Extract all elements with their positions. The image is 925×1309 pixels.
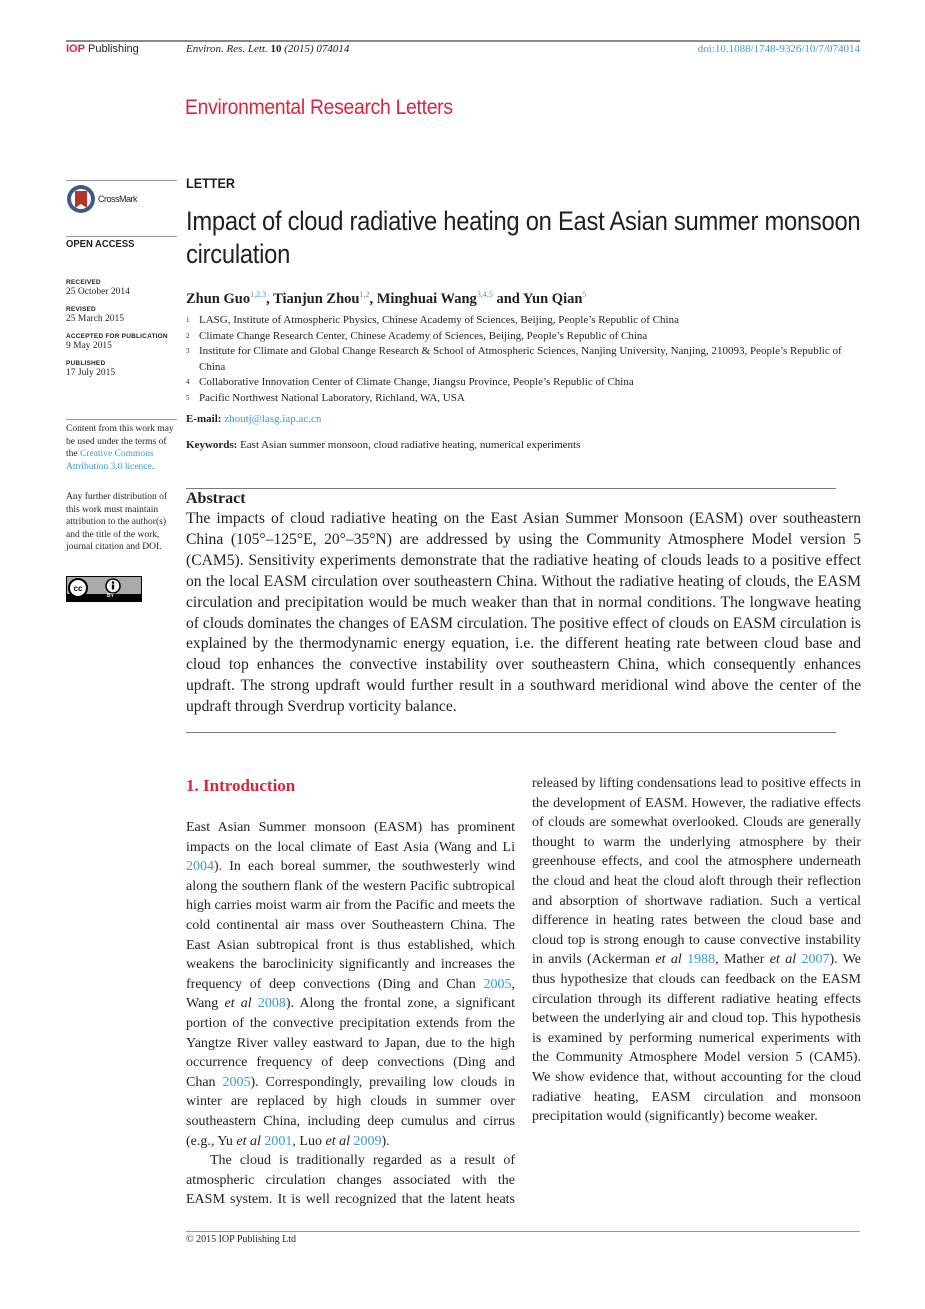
iop-publishing-logo: IOP Publishing: [66, 43, 139, 55]
distribution-note: Any further distribution of this work must maintain attribution to the author(s) and the title of the work, journal citation and DOI.: [66, 492, 168, 552]
sidebar-rule: [66, 180, 177, 181]
copyright: © 2015 IOP Publishing Ltd: [186, 1234, 297, 1245]
reference-link[interactable]: 2007: [801, 952, 830, 968]
header-rule: [66, 40, 860, 42]
text-segment: ).: [381, 1133, 390, 1149]
text-segment: East Asian Summer monsoon (EASM) has prominent impacts on the local climate of East Asia (Wang and Li: [186, 820, 515, 855]
text-segment: , Wang: [186, 976, 515, 1012]
crossmark-button[interactable]: [66, 184, 137, 214]
abstract-top-rule: [186, 488, 836, 489]
author[interactable]: Tianjun Zhou$^{1,2}$: [273, 290, 370, 307]
italic-text: et al: [224, 996, 252, 1012]
running-header: [66, 43, 860, 55]
cc-by-badge[interactable]: cc BY: [66, 576, 142, 602]
text-segment: ). Correspondingly, prevailing low clouds in winter are replaced by high clouds in summer over southeastern China, including deep cumulus and cirrus (e.g., Yu: [186, 1074, 515, 1149]
italic-text: et al: [325, 1133, 350, 1149]
publication-dates: [66, 270, 177, 378]
author-list: Zhun Guo$^{1,2,3}$, Tianjun Zhou$^{1,2}$, Minghuai Wang$^{3,4,5}$ and Yun Qian$^5$: [186, 290, 587, 307]
crossmark-label: CrossMark: [98, 194, 138, 204]
introduction-section: [186, 774, 861, 1214]
author[interactable]: Minghuai Wang$^{3,4,5}$: [376, 290, 493, 307]
article-title: Impact of cloud radiative heating on East Asian summer monsoon circulation: [186, 206, 861, 269]
sidebar-rule: [66, 419, 177, 420]
text-segment: , Mather: [715, 952, 770, 968]
crossmark-icon: [66, 184, 96, 214]
reference-link[interactable]: 2005: [483, 976, 512, 992]
text-segment: ). In each boreal summer, the southwesterly wind along the southern flank of the western Pacific subtropical high carries moist warm air from the Pacific and meets the cold continental air mass over Southeastern China. The East Asian subtropical front is thus established, which weakens the baroclinicity significantly and increases the frequency of deep convections (Ding and Chan: [186, 859, 515, 992]
italic-text: et al: [655, 952, 682, 968]
affiliation: 1 LASG, Institute of Atmospheric Physics, Chinese Academy of Sciences, Beijing, People’s Republic of China: [186, 314, 679, 326]
text-segment: ). We thus hypothesize that clouds can feedback on the EASM circulation through its different radiative heating effects between the underlying air and cloud top. This hypothesis is examined by performing numerical experiments with the Community Atmosphere Model version 5 (CAM5). We show evidence that, without accounting for the cloud radiative heating, EASM circulation and monsoon precipitation would (significantly) become weaker.: [532, 952, 862, 1125]
article-type: LETTER: [186, 175, 236, 191]
italic-text: et al: [236, 1133, 261, 1149]
reference-link[interactable]: 2005: [222, 1074, 251, 1090]
date-published: PUBLISHED 17 July 2015: [66, 360, 116, 378]
open-access-label: OPEN ACCESS: [66, 238, 135, 250]
author[interactable]: Yun Qian$^5$: [522, 290, 587, 307]
email-line: E-mail: zhoutj@lasg.iap.ac.cn: [186, 413, 322, 425]
keywords-line: Keywords: East Asian summer monsoon, cloud radiative heating, numerical experiments: [186, 439, 581, 451]
section-heading: 1. Introduction: [186, 776, 296, 795]
svg-text:cc: cc: [73, 584, 83, 593]
text-segment: ). Along the frontal zone, a significant portion of the convective precipitation extends from the Yangtze River valley eastward to Japan, due to the high occurrence frequency of deep convections (Ding and Chan: [186, 996, 516, 1090]
abstract: [186, 490, 861, 718]
reference-link[interactable]: 2001: [264, 1133, 293, 1149]
date-revised: REVISED 25 March 2015: [66, 306, 125, 324]
doi-link[interactable]: doi:10.1088/1748-9326/10/7/074014: [697, 43, 860, 55]
cc-by-icon: [67, 577, 141, 601]
affiliations: [186, 313, 846, 406]
reference-link[interactable]: 2004: [186, 859, 214, 875]
reference-link[interactable]: 2009: [353, 1133, 382, 1149]
sidebar-rule: [66, 236, 177, 237]
paragraph: [186, 818, 515, 1151]
abstract-text: The impacts of cloud radiative heating on the East Asian Summer Monsoon (EASM) over southeastern China (105°–125°E, 20°–35°N) are addressed by using the Community Atmosphere Model version 5 (CAM5). Sensitivity experiments demonstrate that the radiative heating of clouds leads to a positive effect on the local EASM circulation over southeastern China. Without the radiative heating of clouds, the EASM circulation and precipitation would be much weaker than that in normal conditions. The longwave heating of clouds dominates the changes of EASM circulation. The positive effect of clouds on EASM circulation is explained by the thermodynamic energy equation, i.e. the different heating rate between cloud base and cloud top enhances the convective instability over southeastern China, which consequently enhances updraft. The strong updraft would further result in a southward meridional wind above the center of the updraft through Sverdrup vorticity balance.: [186, 510, 861, 716]
abstract-heading: Abstract: [186, 490, 246, 507]
affiliation: 5 Pacific Northwest National Laboratory, Richland, WA, USA: [186, 391, 465, 404]
reference-link[interactable]: 2008: [257, 996, 286, 1012]
affiliation: 2 Climate Change Research Center, Chinese Academy of Sciences, Beijing, People’s Republic of China: [186, 329, 648, 342]
cc-license-link[interactable]: Creative Commons Attribution 3.0 licence: [66, 449, 154, 472]
affiliation: 3 Institute for Climate and Global Change Research & School of Atmospheric Sciences, Nanjing University, Nanjing, 210093, People’s Republic of China: [186, 345, 842, 373]
date-received: RECEIVED 25 October 2014: [66, 279, 130, 297]
citation: Environ. Res. Lett. 10 (2015) 074014: [186, 43, 350, 55]
reference-link[interactable]: 1988: [687, 952, 716, 968]
footer-rule: [186, 1231, 860, 1232]
affiliation: 4 Collaborative Innovation Center of Climate Change, Jiangsu Province, People’s Republic of China: [186, 376, 634, 388]
text-segment: , Luo: [292, 1133, 326, 1149]
author[interactable]: Zhun Guo$^{1,2,3}$: [186, 290, 267, 307]
italic-text: et al: [769, 952, 797, 968]
text-segment: The cloud is traditionally regarded as a result of atmospheric circulation changes associated with the EASM system. It is well recognized that the latent heats released by lifting condensations lead to positive effects in the development of EASM. However, the radiative effects of clouds are somewhat overlooked. Clouds are generally thought to warm the underlying atmosphere by their greenhouse effects, and cool the atmosphere underneath the cloud and heat the cloud aloft through their reflection and absorption of shortwave radiation. Such a vertical difference in heating rates between the cloud base and cloud top is strong enough to cause convective instability in anvils (Ackerman: [186, 776, 861, 1208]
date-accepted: ACCEPTED FOR PUBLICATION 9 May 2015: [66, 333, 168, 351]
email-link[interactable]: zhoutj@lasg.iap.ac.cn: [224, 413, 322, 425]
license-note: Content from this work may be used under the terms of the Creative Commons Attribution 3.0 licence.: [66, 424, 174, 472]
abstract-bottom-rule: [186, 732, 836, 733]
journal-title: Environmental Research Letters: [185, 96, 453, 119]
